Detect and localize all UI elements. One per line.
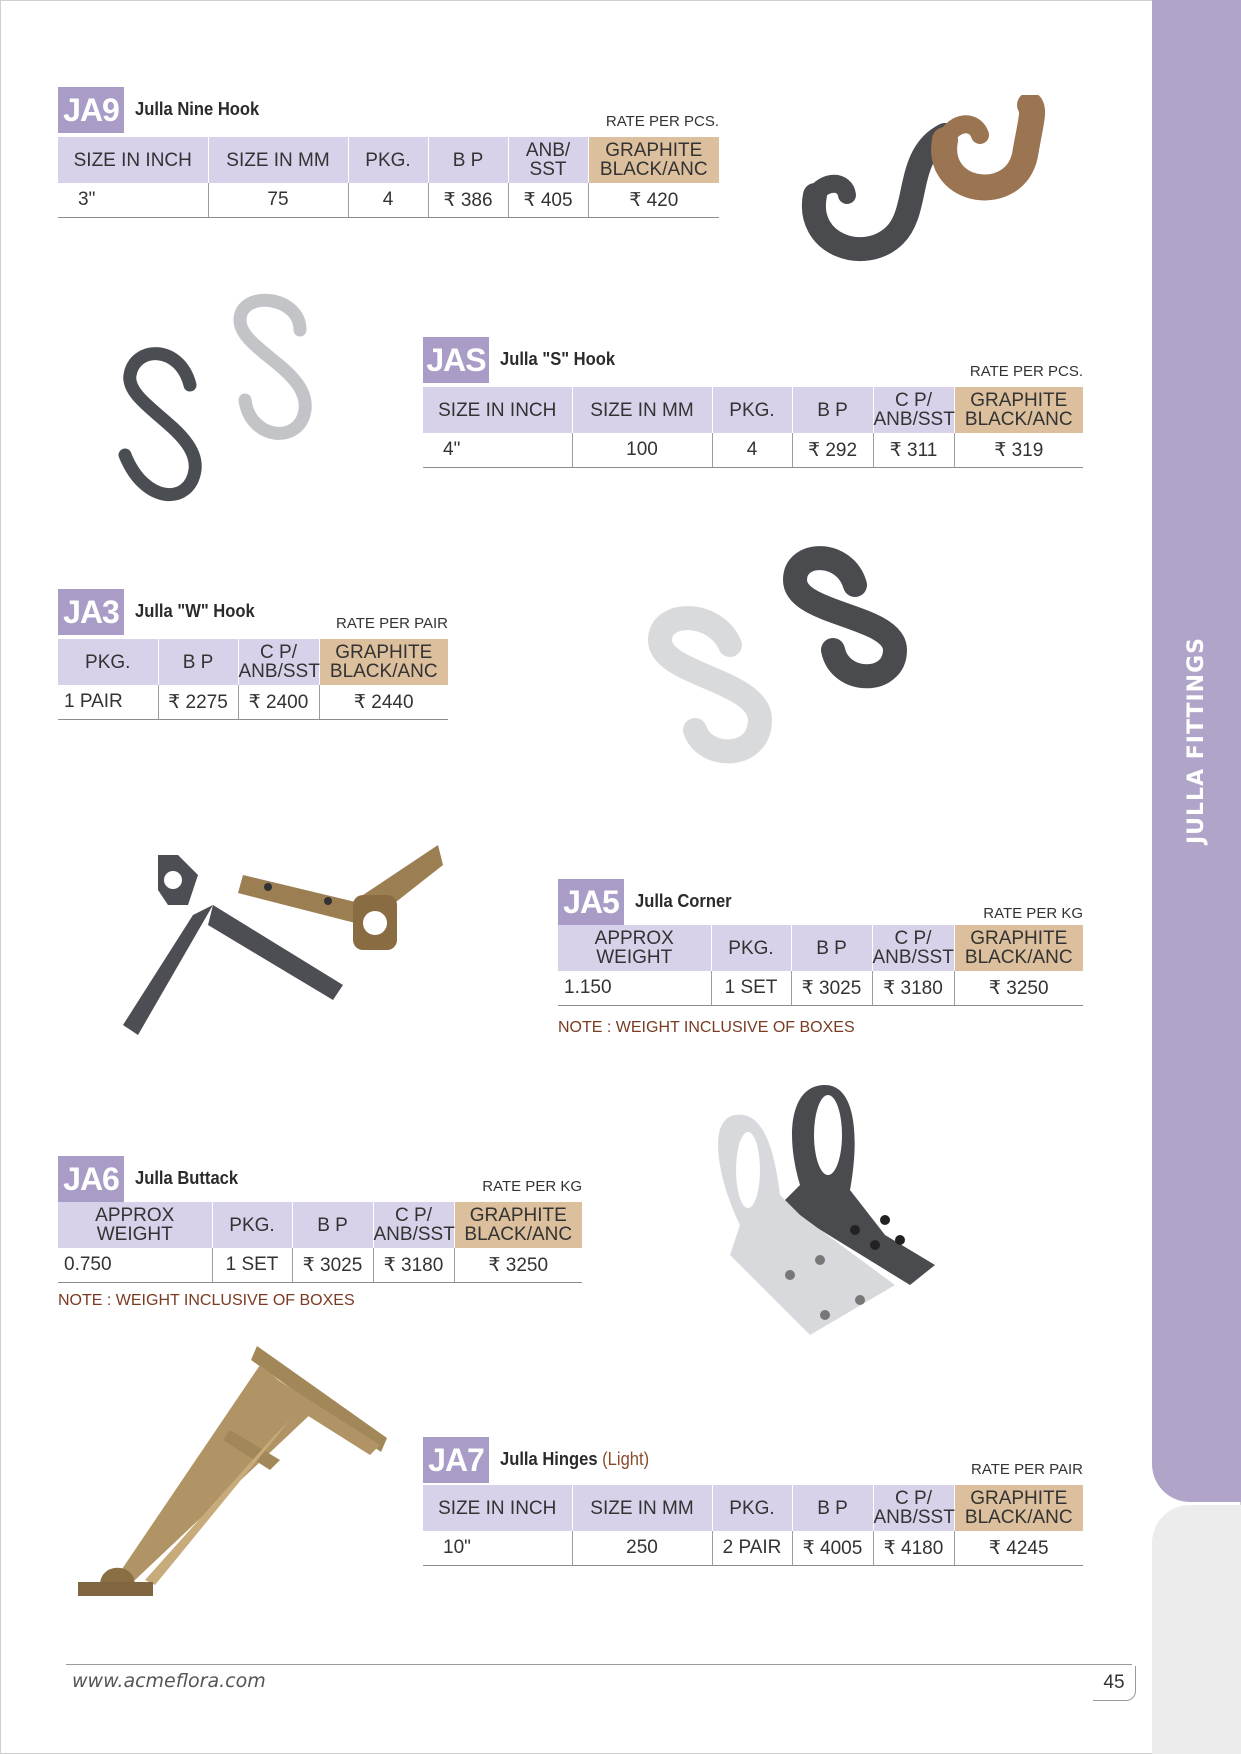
col-header: B P xyxy=(792,1485,873,1531)
cell-pkg: 1 SET xyxy=(711,971,791,1006)
col-header-graphite: GRAPHITE BLACK/ANC xyxy=(954,387,1083,433)
julla-buttack-image xyxy=(710,1075,1020,1350)
rate-label: RATE PER KG xyxy=(983,905,1083,922)
rate-label: RATE PER PAIR xyxy=(336,615,448,632)
col-header-graphite: GRAPHITE BLACK/ANC xyxy=(588,137,719,183)
julla-hinge-image xyxy=(75,1340,395,1625)
price-table xyxy=(58,639,448,720)
product-name: Julla "S" Hook xyxy=(500,349,616,369)
cell-pkg: 4 xyxy=(348,183,428,218)
cell-weight: 0.750 xyxy=(58,1248,212,1283)
table-row xyxy=(558,971,1083,1006)
table-row xyxy=(58,1248,582,1283)
page-number: 45 xyxy=(1093,1666,1136,1701)
cell-graphite: ₹ 4245 xyxy=(954,1531,1083,1566)
col-header: PKG. xyxy=(712,387,792,433)
product-code-badge: JA6 xyxy=(58,1156,124,1202)
cell-size-inch: 10" xyxy=(423,1531,572,1566)
rate-label: RATE PER PCS. xyxy=(969,363,1083,380)
col-header: SIZE IN INCH xyxy=(423,1485,572,1531)
product-ja5 xyxy=(558,879,1083,1039)
cell-pkg: 1 PAIR xyxy=(58,685,158,720)
col-header: PKG. xyxy=(58,639,158,685)
cell-graphite: ₹ 3250 xyxy=(454,1248,582,1283)
col-header: PKG. xyxy=(348,137,428,183)
table-row xyxy=(423,1531,1083,1566)
product-ja7 xyxy=(423,1437,1083,1567)
w-hook-image xyxy=(635,535,955,775)
rate-label: RATE PER KG xyxy=(482,1178,582,1195)
note-text: NOTE : WEIGHT INCLUSIVE OF BOXES xyxy=(58,1292,355,1309)
col-header: PKG. xyxy=(212,1202,292,1248)
col-header: B P xyxy=(292,1202,373,1248)
col-header: APPROX WEIGHT xyxy=(58,1202,212,1248)
price-table xyxy=(58,1202,582,1283)
col-header-graphite: GRAPHITE BLACK/ANC xyxy=(954,925,1083,971)
website-link[interactable]: www.acmeflora.com xyxy=(72,1670,266,1692)
table-row xyxy=(423,433,1083,468)
cell-bp: ₹ 3025 xyxy=(292,1248,373,1283)
cell-bp: ₹ 3025 xyxy=(791,971,872,1006)
cell-weight: 1.150 xyxy=(558,971,711,1006)
product-jas xyxy=(423,337,1083,467)
col-header: C P/ ANB/SST xyxy=(873,387,954,433)
product-code-badge: JA3 xyxy=(58,589,124,635)
sidebar-title: JULLA FITTINGS xyxy=(1184,636,1210,844)
col-header: PKG. xyxy=(711,925,791,971)
rate-label: RATE PER PAIR xyxy=(971,1461,1083,1478)
cell-bp: ₹ 2275 xyxy=(158,685,238,720)
col-header: B P xyxy=(428,137,508,183)
cell-pkg: 2 PAIR xyxy=(712,1531,792,1566)
cell-bp: ₹ 4005 xyxy=(792,1531,873,1566)
product-name: Julla "W" Hook xyxy=(135,601,255,621)
footer-divider xyxy=(66,1664,1132,1665)
cell-size-mm: 250 xyxy=(572,1531,712,1566)
col-header-graphite: GRAPHITE BLACK/ANC xyxy=(454,1202,582,1248)
product-code-badge: JA7 xyxy=(423,1437,489,1483)
nine-hook-image xyxy=(785,95,1065,270)
cell-graphite: ₹ 420 xyxy=(588,183,719,218)
product-name: Julla Buttack xyxy=(135,1168,239,1188)
cell-size-inch: 3" xyxy=(58,183,208,218)
col-header: C P/ ANB/SST xyxy=(373,1202,454,1248)
col-header: C P/ ANB/SST xyxy=(873,1485,954,1531)
cell-bp: ₹ 386 xyxy=(428,183,508,218)
price-table xyxy=(58,137,719,218)
col-header: C P/ ANB/SST xyxy=(238,639,319,685)
cell-cp: ₹ 4180 xyxy=(873,1531,954,1566)
cell-pkg: 1 SET xyxy=(212,1248,292,1283)
cell-size-inch: 4" xyxy=(423,433,572,468)
cell-pkg: 4 xyxy=(712,433,792,468)
col-header: SIZE IN MM xyxy=(572,387,712,433)
product-ja6 xyxy=(58,1156,582,1316)
product-ja9 xyxy=(58,87,719,217)
cell-anb-sst: ₹ 405 xyxy=(508,183,588,218)
table-row xyxy=(58,685,448,720)
cell-cp: ₹ 2400 xyxy=(238,685,319,720)
col-header-graphite: GRAPHITE BLACK/ANC xyxy=(954,1485,1083,1531)
product-name: Julla Corner xyxy=(635,891,732,911)
product-name xyxy=(500,1449,649,1470)
col-header: ANB/ SST xyxy=(508,137,588,183)
cell-bp: ₹ 292 xyxy=(792,433,873,468)
col-header: SIZE IN INCH xyxy=(58,137,208,183)
col-header: APPROX WEIGHT xyxy=(558,925,711,971)
product-code-badge: JA5 xyxy=(558,879,624,925)
product-ja3 xyxy=(58,589,448,719)
col-header: PKG. xyxy=(712,1485,792,1531)
cell-graphite: ₹ 3250 xyxy=(954,971,1083,1006)
price-table xyxy=(558,925,1083,1006)
cell-cp: ₹ 3180 xyxy=(872,971,954,1006)
price-table xyxy=(423,387,1083,468)
note-text: NOTE : WEIGHT INCLUSIVE OF BOXES xyxy=(558,1019,855,1036)
rate-label: RATE PER PCS. xyxy=(605,113,719,130)
product-code-badge: JA9 xyxy=(58,87,124,133)
cell-graphite: ₹ 2440 xyxy=(319,685,448,720)
col-header: B P xyxy=(158,639,238,685)
col-header: B P xyxy=(792,387,873,433)
col-header: SIZE IN MM xyxy=(208,137,348,183)
cell-cp: ₹ 3180 xyxy=(373,1248,454,1283)
product-name-suffix: (Light) xyxy=(602,1449,650,1469)
product-name: Julla Nine Hook xyxy=(135,99,260,119)
product-name-main: Julla Hinges xyxy=(500,1449,598,1469)
price-table xyxy=(423,1485,1083,1566)
sidebar-footer-tab xyxy=(1152,1505,1241,1754)
table-row xyxy=(58,183,719,218)
col-header: C P/ ANB/SST xyxy=(872,925,954,971)
col-header-graphite: GRAPHITE BLACK/ANC xyxy=(319,639,448,685)
cell-size-mm: 100 xyxy=(572,433,712,468)
col-header: B P xyxy=(791,925,872,971)
col-header: SIZE IN INCH xyxy=(423,387,572,433)
col-header: SIZE IN MM xyxy=(572,1485,712,1531)
product-code-badge: JAS xyxy=(423,337,489,383)
cell-graphite: ₹ 319 xyxy=(954,433,1083,468)
s-hook-image xyxy=(100,290,330,520)
cell-cp: ₹ 311 xyxy=(873,433,954,468)
julla-corner-image xyxy=(118,835,448,1045)
cell-size-mm: 75 xyxy=(208,183,348,218)
